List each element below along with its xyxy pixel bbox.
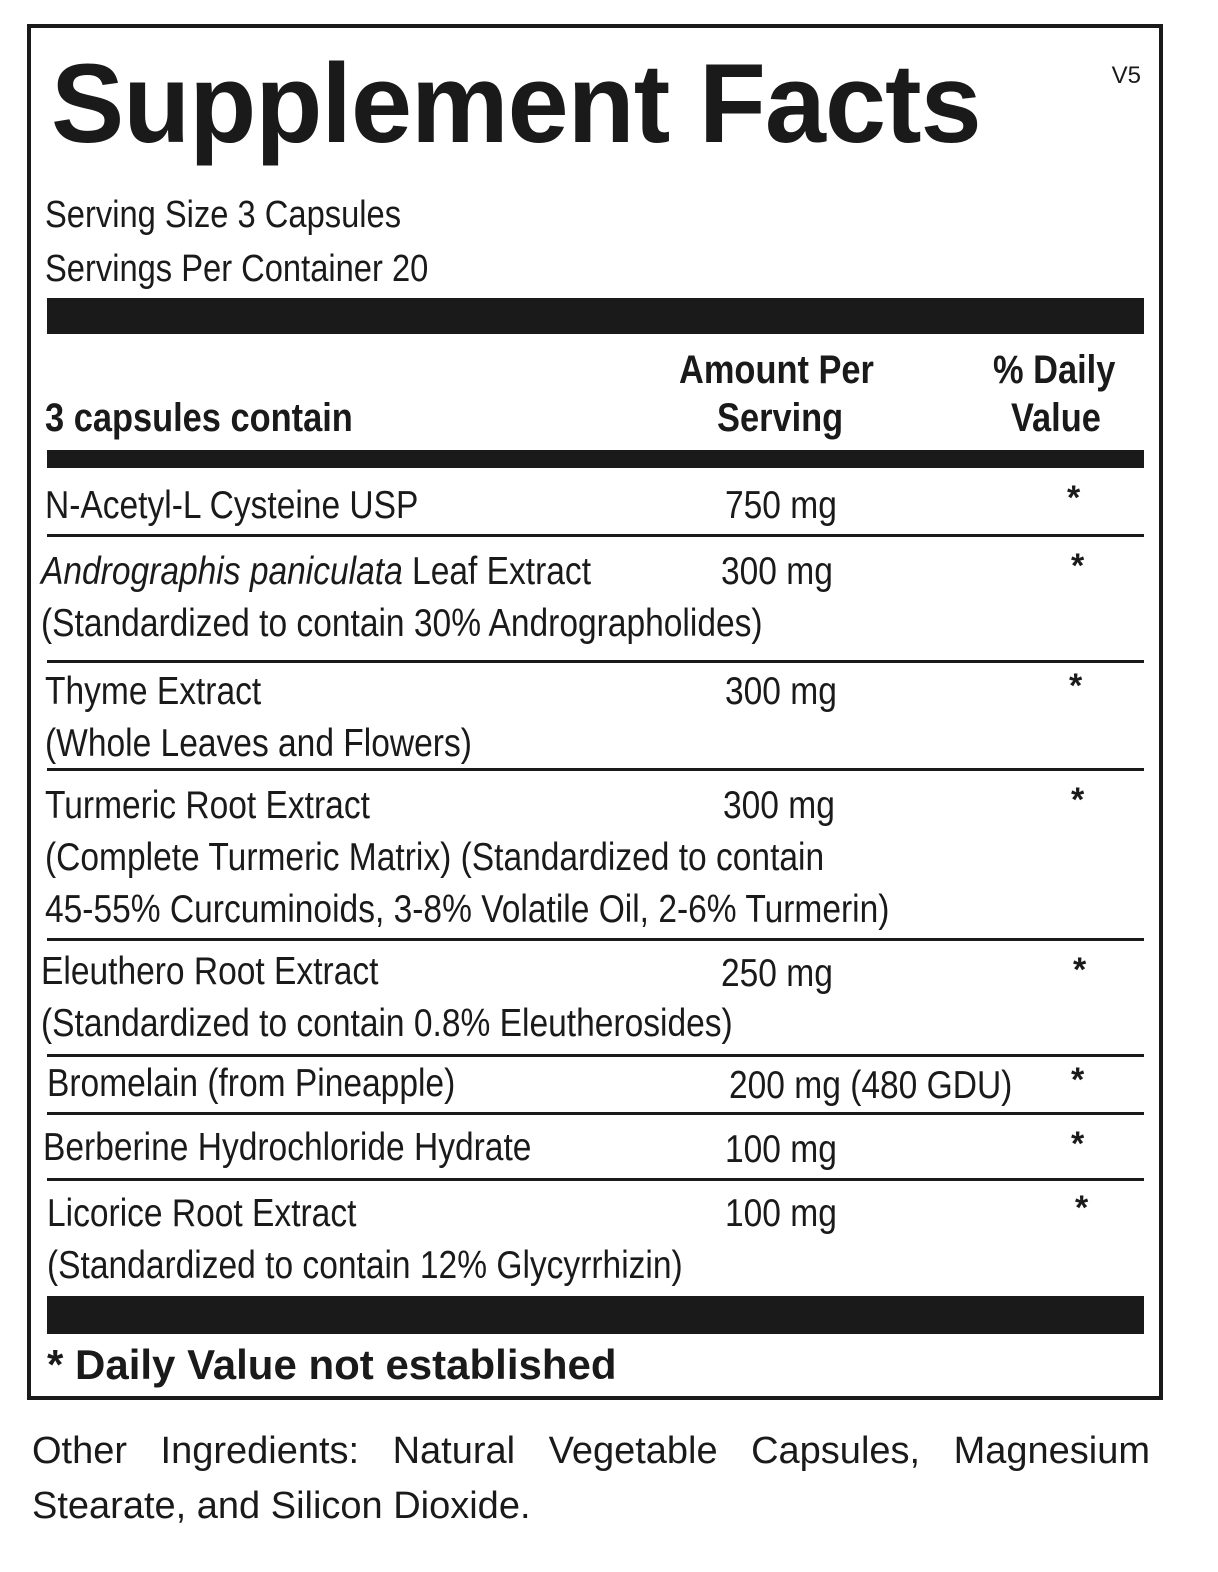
header-amount-line1: Amount Per: [679, 348, 874, 392]
row-divider: [47, 768, 1144, 771]
row-divider: [47, 1178, 1144, 1181]
ingredient-detail: (Standardized to contain 30% Andrographolides): [41, 602, 763, 645]
version-tag: V5: [1111, 62, 1141, 89]
ingredient-name: [41, 546, 591, 598]
ingredient-amount: 300 mg: [721, 550, 833, 593]
row-divider: [47, 660, 1144, 663]
daily-value-asterisk: *: [1071, 781, 1085, 819]
daily-value-asterisk: *: [1075, 1189, 1089, 1227]
ingredient-amount: 300 mg: [725, 670, 837, 713]
ingredient-name-italic: Andrographis paniculata: [41, 550, 403, 593]
ingredient-amount: 750 mg: [725, 484, 837, 527]
header-dv-line2: Value: [1011, 396, 1101, 440]
ingredient-name: N-Acetyl-L Cysteine USP: [45, 484, 419, 527]
daily-value-asterisk: *: [1069, 667, 1083, 705]
daily-value-asterisk: *: [1071, 547, 1085, 585]
daily-value-footnote: * Daily Value not established: [47, 1341, 617, 1388]
daily-value-asterisk: *: [1073, 951, 1087, 989]
ingredient-detail: (Standardized to contain 0.8% Eleutherosides): [41, 1002, 733, 1045]
servings-per-container: Servings Per Container 20: [45, 248, 429, 290]
supplement-facts-panel: [27, 24, 1163, 1400]
ingredient-name: Turmeric Root Extract: [45, 784, 370, 827]
header-dv-line1: % Daily: [993, 348, 1116, 392]
ingredient-name: Licorice Root Extract: [47, 1192, 357, 1235]
ingredient-name: Berberine Hydrochloride Hydrate: [43, 1126, 532, 1169]
ingredient-name: Eleuthero Root Extract: [41, 950, 379, 993]
daily-value-asterisk: *: [1071, 1061, 1085, 1099]
row-divider: [47, 1054, 1144, 1057]
ingredient-detail: 45-55% Curcuminoids, 3-8% Volatile Oil, 2-6% Turmerin): [45, 888, 890, 931]
row-divider: [47, 938, 1144, 941]
ingredient-amount: 100 mg: [725, 1128, 837, 1171]
panel-title: Supplement Facts: [51, 41, 981, 166]
ingredient-name: Bromelain (from Pineapple): [47, 1062, 456, 1105]
ingredient-amount: 100 mg: [725, 1192, 837, 1235]
ingredient-amount: 200 mg (480 GDU): [729, 1064, 1013, 1107]
ingredient-amount: 300 mg: [723, 784, 835, 827]
ingredient-name: Thyme Extract: [45, 670, 262, 713]
row-divider: [47, 534, 1144, 537]
daily-value-asterisk: *: [1067, 479, 1081, 517]
ingredient-name-rest: Leaf Extract: [402, 550, 592, 593]
other-ingredients: Other Ingredients: Natural Vegetable Capsules, Magnesium Stearate, and Silicon Dioxide.: [32, 1430, 1150, 1527]
thick-divider-top: [47, 298, 1144, 334]
serving-size: Serving Size 3 Capsules: [45, 194, 402, 236]
header-column-contents: 3 capsules contain: [45, 396, 353, 440]
ingredient-amount: 250 mg: [721, 952, 833, 995]
header-amount-line2: Serving: [717, 396, 844, 440]
row-divider: [47, 1112, 1144, 1115]
daily-value-asterisk: *: [1071, 1125, 1085, 1163]
thick-divider-bottom: [47, 1296, 1144, 1334]
medium-divider: [47, 450, 1144, 468]
ingredient-detail: (Whole Leaves and Flowers): [45, 722, 472, 765]
ingredient-detail: (Standardized to contain 12% Glycyrrhizin): [47, 1244, 683, 1287]
ingredient-detail: (Complete Turmeric Matrix) (Standardized to contain: [45, 836, 825, 879]
